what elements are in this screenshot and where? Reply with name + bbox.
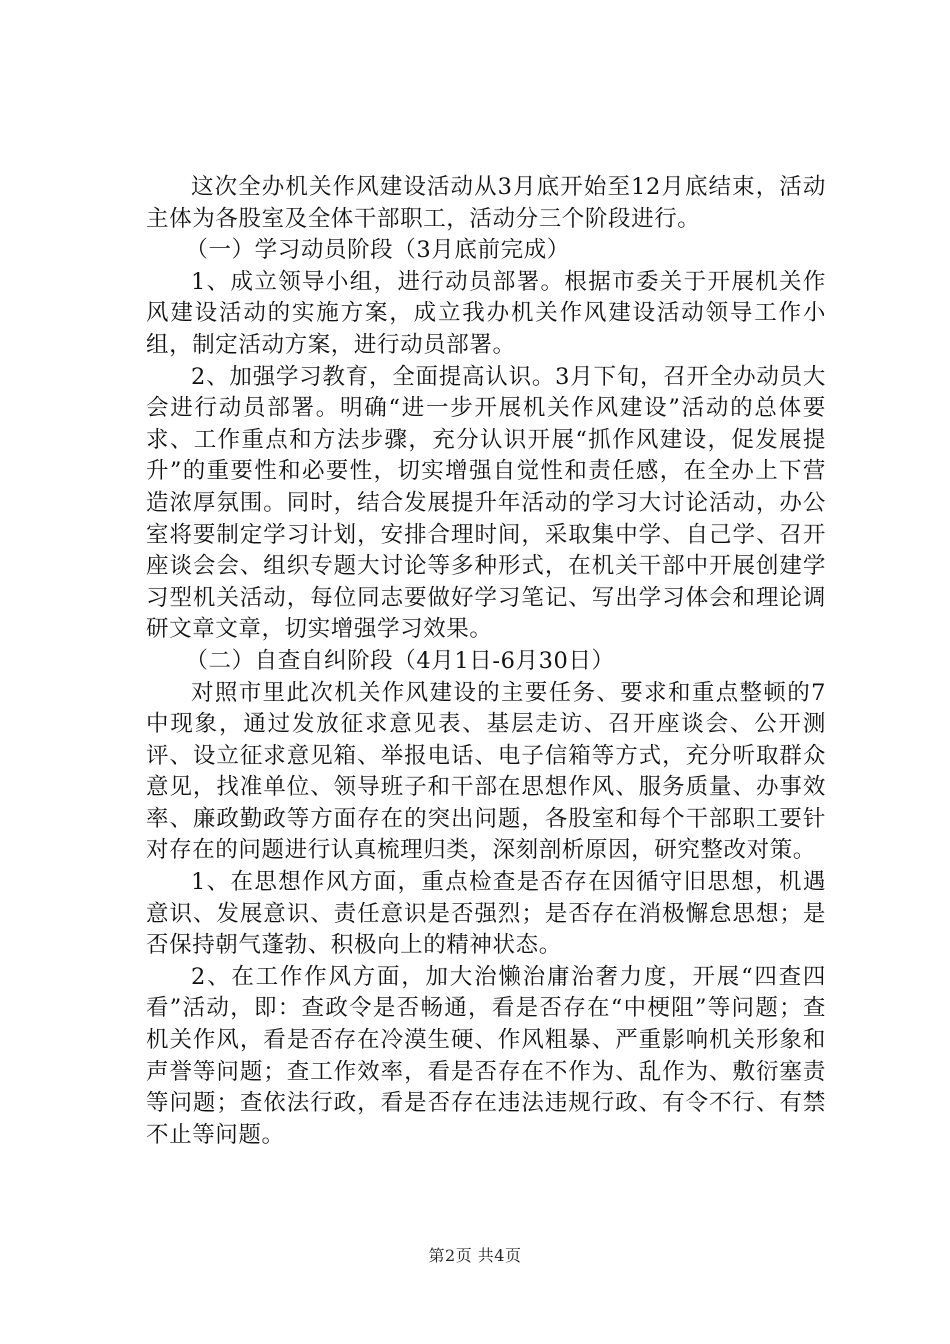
- page-number-footer: 第2页 共4页: [428, 1246, 522, 1265]
- paragraph-study-education: 2、加强学习教育，全面提高认识。3月下旬，召开全办动员大会进行动员部署。明确“进一步开展机关作风建设”活动的总体要求、工作重点和方法步骤，充分认识开展“抓作风建设，促发展提升”的重要性和必要性，切实增强自觉性和责任感，在全办上下营造浓厚氛围。同时，结合发展提升年活动的学习大讨论活动，办公室将要制定学习计划，安排合理时间，采取集中学、自己学、召开座谈会会、组织专题大讨论等多种形式，在机关干部中开展创建学习型机关活动，每位同志要做好学习笔记、写出学习体会和理论调研文章文章，切实增强学习效果。: [146, 363, 826, 643]
- paragraph-thought-style: 1、在思想作风方面，重点检查是否存在因循守旧思想，机遇意识、发展意识、责任意识是否强烈；是否存在消极懈怠思想；是否保持朝气蓬勃、积极向上的精神状态。: [146, 869, 826, 959]
- paragraph-work-style: 2、在工作作风方面，加大治懒治庸治奢力度，开展“四查四看”活动，即：查政令是否畅通，看是否存在“中梗阻”等问题；查机关作风，看是否存在冷漠生硬、作风粗暴、严重影响机关形象和声誉等问题；查工作效率，看是否存在不作为、乱作为、敷衍塞责等问题；查依法行政，看是否存在违法违规行政、有令不行、有禁不止等问题。: [146, 963, 826, 1148]
- section-heading-study-mobilization: （一）学习动员阶段（3月底前完成）: [185, 237, 570, 264]
- intro-paragraph: 这次全办机关作风建设活动从3月底开始至12月底结束，活动主体为各股室及全体干部职工，活动分三个阶段进行。: [146, 174, 826, 232]
- document-body: [146, 172, 826, 1151]
- paragraph-self-inspection: 对照市里此次机关作风建设的主要任务、要求和重点整顿的7中现象，通过发放征求意见表、基层走访、召开座谈会、公开测评、设立征求意见箱、举报电话、电子信箱等方式，充分听取群众意见，找准单位、领导班子和干部在思想作风、服务质量、办事效率、廉政勤政等方面存在的突出问题，各股室和每个干部职工要针对存在的问题进行认真梳理归类，深刻剖析原因，研究整改对策。: [146, 679, 826, 864]
- section-heading-self-inspection: （二）自查自纠阶段（4月1日-6月30日）: [185, 647, 615, 674]
- paragraph-leadership-group: 1、成立领导小组，进行动员部署。根据市委关于开展机关作风建设活动的实施方案，成立我办机关作风建设活动领导工作小组，制定活动方案，进行动员部署。: [146, 268, 826, 358]
